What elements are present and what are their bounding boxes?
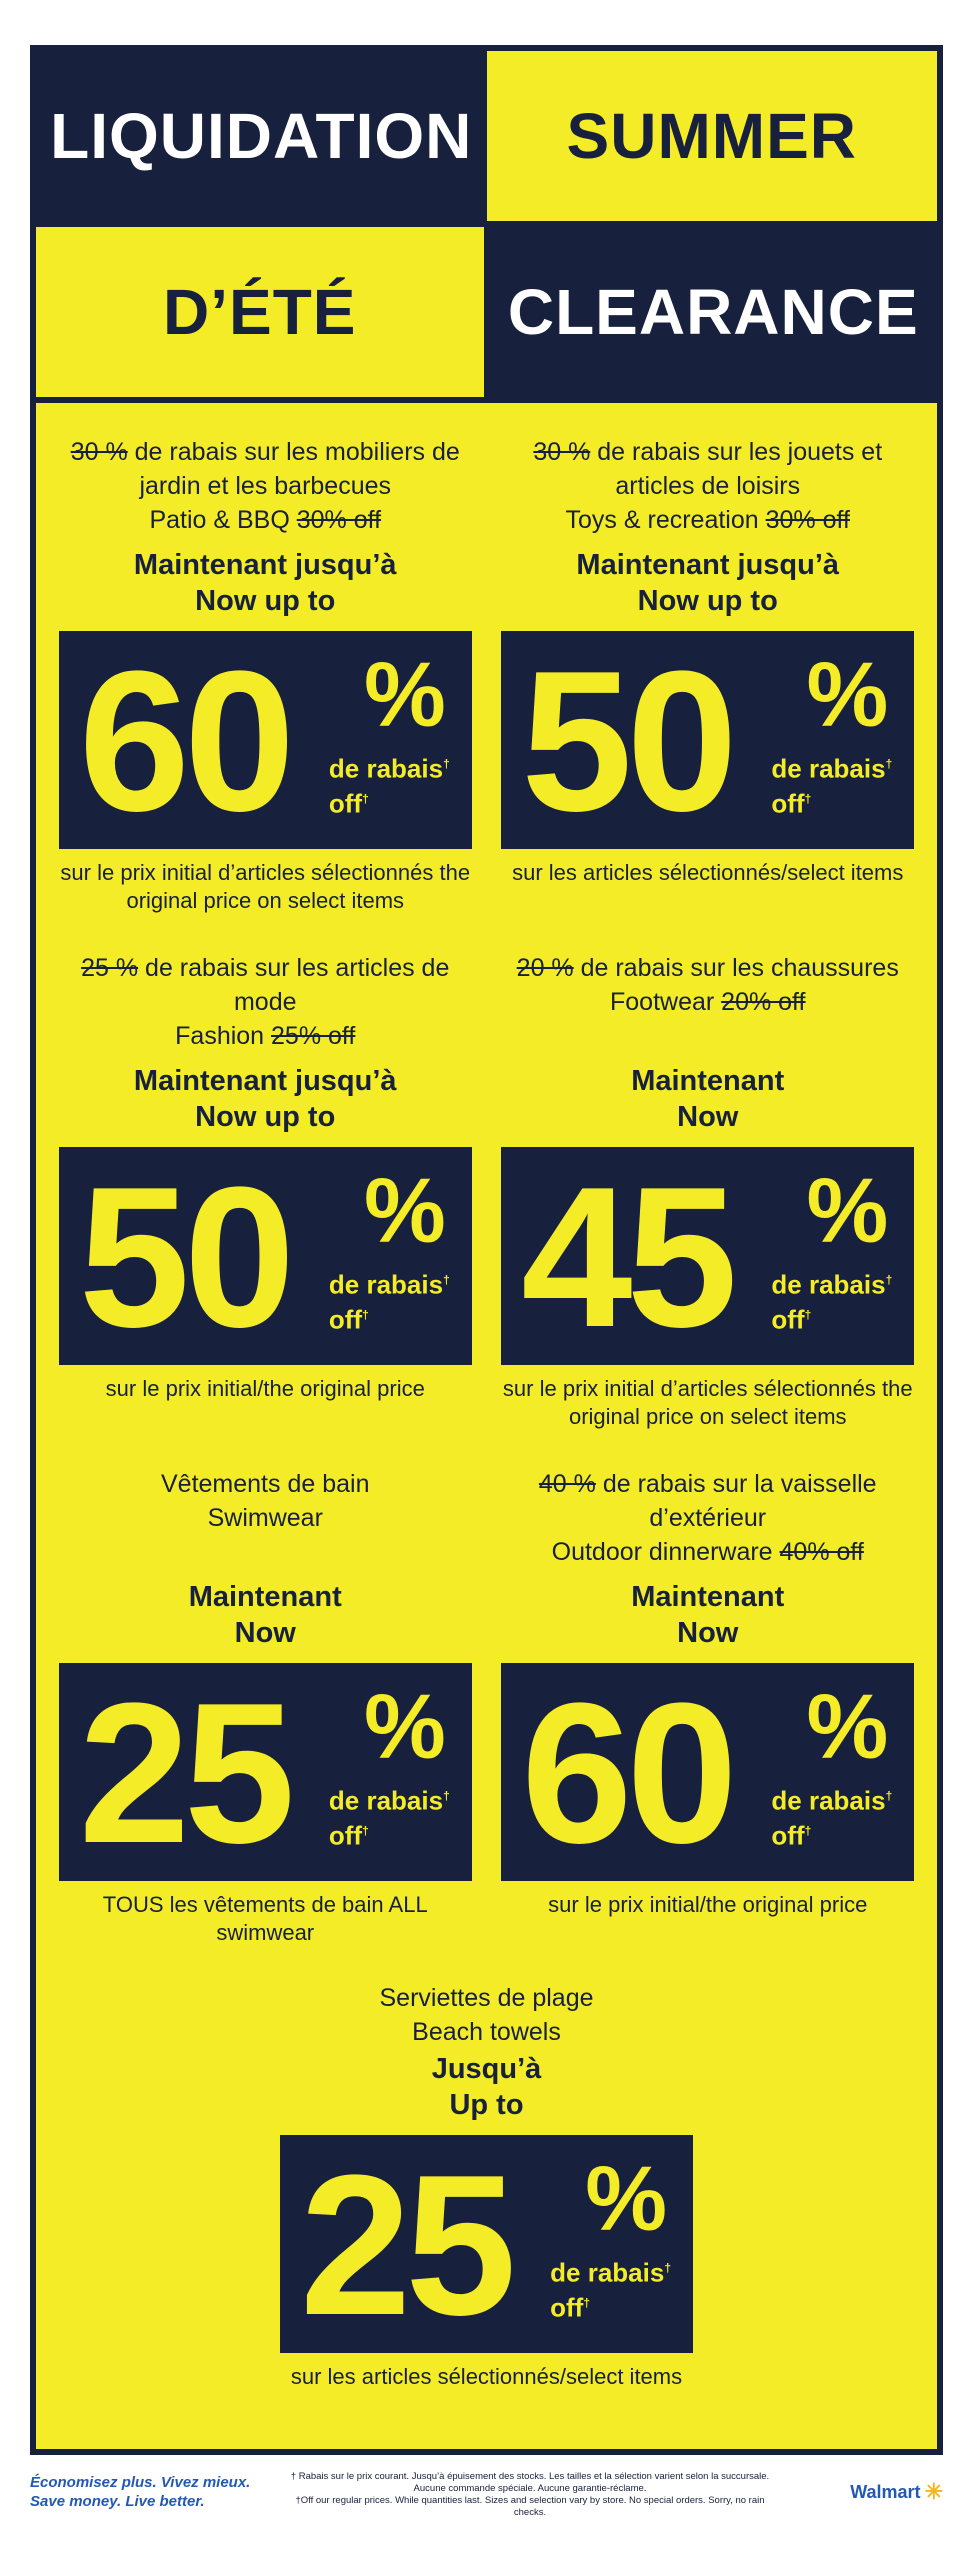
description-en: Swimwear	[207, 1504, 323, 1532]
dagger-en: †	[362, 791, 369, 806]
description-fr: Vêtements de bain	[161, 1470, 370, 1498]
offer-footnote: sur les articles sélectionnés/select items	[512, 860, 904, 885]
now-label	[497, 547, 920, 619]
percent-sign: %	[363, 1160, 446, 1262]
fine-print-line: † Rabais sur le prix courant. Jusqu’à épuisement des stocks. Les tailles et la sélection varient selon la succursale.	[290, 2471, 770, 2482]
offer-description	[497, 435, 920, 537]
rabais-fr: de rabais	[328, 753, 444, 784]
offer-description	[54, 1467, 477, 1569]
percent-sign: %	[363, 644, 446, 746]
rabais-en: off	[550, 2292, 584, 2323]
title-row-bottom	[36, 227, 937, 403]
title-row-top	[36, 51, 937, 227]
rabais-label	[550, 2253, 671, 2322]
now-en: Now	[234, 1617, 296, 1649]
now-label	[54, 547, 477, 619]
now-fr: Maintenant	[631, 1581, 785, 1613]
title-clearance: CLEARANCE	[490, 227, 938, 397]
rabais-en: off	[328, 1820, 363, 1851]
title-dete: D’ÉTÉ	[36, 227, 490, 397]
dagger-en: †	[583, 2295, 591, 2310]
discount-number: 50	[78, 1147, 290, 1365]
discount-number: 50	[521, 631, 732, 849]
description-fr: de rabais sur les chaussures	[573, 954, 899, 982]
now-fr: Jusqu’à	[431, 2053, 542, 2085]
now-en: Now up to	[195, 585, 336, 617]
now-fr: Maintenant jusqu’à	[576, 549, 840, 581]
percent-sign: %	[806, 1160, 889, 1262]
dagger-en: †	[362, 1823, 369, 1838]
offer-dinnerware	[487, 1435, 930, 1951]
offer-description	[54, 435, 477, 537]
now-fr: Maintenant jusqu’à	[133, 1065, 397, 1097]
description-en: Fashion	[175, 1022, 272, 1050]
description-en: Beach towels	[412, 2018, 561, 2046]
now-en: Now	[677, 1101, 739, 1133]
old-discount-en: 20% off	[721, 988, 806, 1016]
flyer-frame	[30, 45, 943, 2455]
rabais-label	[329, 749, 450, 818]
old-discount-en: 30% off	[296, 506, 382, 534]
description-en: Toys & recreation	[565, 506, 766, 534]
old-discount-fr: 30 %	[70, 438, 128, 466]
dagger-en: †	[804, 1307, 812, 1322]
offer-beach-towels	[44, 1951, 929, 2423]
offer-toys	[487, 403, 930, 919]
description-en: Footwear	[610, 988, 722, 1016]
dagger-en: †	[804, 1823, 812, 1838]
dagger-fr: †	[443, 1789, 450, 1803]
rabais-label	[771, 749, 892, 818]
description-en: Patio & BBQ	[149, 506, 297, 534]
rabais-fr: de rabais	[328, 1785, 444, 1816]
spark-icon: ✳	[924, 2479, 943, 2504]
description-fr: de rabais sur les jouets et articles de loisirs	[590, 438, 883, 500]
rabais-label	[771, 1781, 892, 1850]
rabais-fr: de rabais	[771, 1785, 886, 1816]
offer-description	[54, 951, 477, 1053]
percent-sign: %	[806, 644, 889, 746]
dagger-en: †	[804, 791, 812, 806]
discount-number: 60	[521, 1663, 732, 1881]
offer-footnote: sur le prix initial d’articles sélectionnés the original price on select items	[502, 1376, 913, 1429]
now-label	[497, 1579, 920, 1651]
discount-box	[59, 631, 472, 849]
description-en: Outdoor dinnerware	[551, 1538, 780, 1566]
description-fr: de rabais sur les articles de mode	[138, 954, 450, 1016]
offers-grid	[36, 403, 937, 2423]
title-liquidation: LIQUIDATION	[36, 51, 487, 221]
dagger-fr: †	[664, 2261, 671, 2275]
now-label	[497, 1063, 920, 1135]
discount-box	[501, 1147, 914, 1365]
discount-box	[59, 1663, 472, 1881]
now-fr: Maintenant	[631, 1065, 785, 1097]
offer-footnote: sur le prix initial/the original price	[105, 1376, 425, 1401]
offer-footnote: sur le prix initial d’articles sélectionnés the original price on select items	[60, 860, 471, 913]
offer-swimwear	[44, 1435, 487, 1951]
now-en: Now up to	[195, 1101, 336, 1133]
dagger-fr: †	[885, 1273, 893, 1287]
rabais-fr: de rabais	[771, 1269, 886, 1300]
rabais-label	[329, 1265, 450, 1334]
title-summer: SUMMER	[487, 51, 938, 221]
now-fr: Maintenant	[188, 1581, 342, 1613]
rabais-en: off	[328, 788, 363, 819]
rabais-en: off	[771, 1304, 805, 1335]
fine-print-line: †Off our regular prices. While quantities last. Sizes and selection vary by store. No special orders. Sorry, no rain checks.	[295, 2495, 765, 2518]
offer-footnote: sur les articles sélectionnés/select items	[290, 2364, 683, 2389]
offer-footnote: TOUS les vêtements de bain ALL swimwear	[102, 1892, 428, 1945]
discount-number: 25	[78, 1663, 290, 1881]
offer-fashion	[44, 919, 487, 1435]
now-label	[44, 2051, 929, 2123]
dagger-fr: †	[885, 757, 893, 771]
slogan-fr: Économisez plus. Vivez mieux.	[30, 2474, 251, 2491]
percent-sign: %	[363, 1676, 446, 1778]
dagger-en: †	[362, 1307, 369, 1322]
description-fr: Serviettes de plage	[379, 1984, 594, 2012]
offer-footwear	[487, 919, 930, 1435]
now-label	[54, 1579, 477, 1651]
old-discount-en: 25% off	[271, 1022, 356, 1050]
old-discount-en: 40% off	[779, 1538, 864, 1566]
description-fr: de rabais sur les mobiliers de jardin et les barbecues	[127, 438, 460, 500]
discount-box	[501, 1663, 914, 1881]
slogan-en: Save money. Live better.	[30, 2493, 205, 2510]
offer-patio-bbq	[44, 403, 487, 919]
discount-number: 45	[521, 1147, 732, 1365]
discount-number: 25	[300, 2135, 511, 2353]
now-en: Now up to	[637, 585, 778, 617]
old-discount-fr: 20 %	[516, 954, 574, 982]
discount-box	[280, 2135, 693, 2353]
discount-box	[59, 1147, 472, 1365]
offer-description	[497, 1467, 920, 1569]
percent-sign: %	[585, 2148, 667, 2250]
walmart-logo	[850, 2479, 943, 2505]
old-discount-fr: 25 %	[81, 954, 139, 982]
old-discount-en: 30% off	[765, 506, 850, 534]
discount-box	[501, 631, 914, 849]
dagger-fr: †	[443, 1273, 450, 1287]
rabais-en: off	[771, 1820, 805, 1851]
rabais-fr: de rabais	[550, 2257, 665, 2288]
discount-number: 60	[78, 631, 290, 849]
now-label	[54, 1063, 477, 1135]
footer-bar	[0, 2465, 973, 2555]
offer-description	[497, 951, 920, 1053]
old-discount-fr: 30 %	[533, 438, 591, 466]
old-discount-fr: 40 %	[538, 1470, 596, 1498]
now-en: Up to	[449, 2089, 524, 2121]
percent-sign: %	[806, 1676, 889, 1778]
description-fr: de rabais sur la vaisselle d’extérieur	[595, 1470, 877, 1532]
offer-description	[44, 1981, 929, 2051]
fine-print	[280, 2471, 780, 2519]
fine-print-line: Aucune commande spéciale. Aucune garantie-réclame.	[413, 2483, 647, 2494]
offer-footnote: sur le prix initial/the original price	[548, 1892, 868, 1917]
rabais-en: off	[328, 1304, 363, 1335]
rabais-label	[329, 1781, 450, 1850]
now-en: Now	[677, 1617, 739, 1649]
rabais-en: off	[771, 788, 805, 819]
now-fr: Maintenant jusqu’à	[133, 549, 397, 581]
slogan	[30, 2473, 250, 2511]
brand-name: Walmart	[850, 2481, 921, 2502]
rabais-fr: de rabais	[771, 753, 886, 784]
dagger-fr: †	[443, 757, 450, 771]
rabais-fr: de rabais	[328, 1269, 444, 1300]
rabais-label	[771, 1265, 892, 1334]
dagger-fr: †	[885, 1789, 893, 1803]
